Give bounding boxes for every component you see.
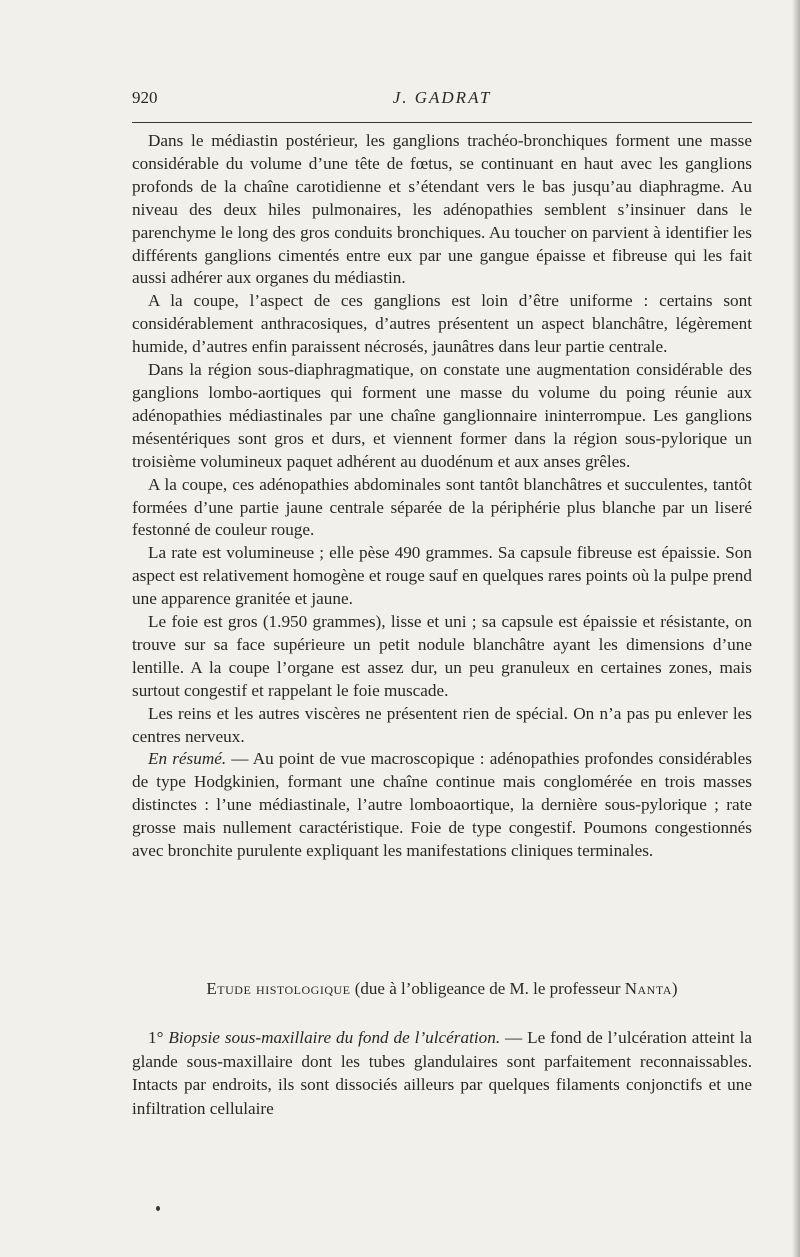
paragraph: A la coupe, ces adénopathies abdominales sont tantôt blanchâtres et succulentes, tantôt formées d’une partie jaune centrale séparée de la périphérie plus blanche par un liseré festonné de couleur rouge. (132, 474, 752, 540)
page-number: 920 (132, 88, 158, 107)
histology-text (132, 1026, 752, 1120)
paragraph: Les reins et les autres viscères ne présentent rien de spécial. On n’a pas pu enlever les centres nerveux. (132, 703, 752, 746)
paragraph: Le foie est gros (1.950 grammes), lisse et uni ; sa capsule est épaissie et résistante, on trouve sur sa face supérieure un petit nodule blanchâtre ayant les dimensions d’une lentille. A la coupe l’organe est assez dur, un peu granuleux en certaines zones, mais surtout congestif et rappelant le foie muscade. (132, 612, 752, 700)
paragraph: Dans le médiastin postérieur, les ganglions trachéo-bronchiques forment une masse considérable du volume d’une tête de fœtus, se continuant en haut avec les ganglions profonds de la chaîne carotidienne et s’étendant vers le bas jusqu’au diaphragme. Au niveau des deux hiles pulmonaires, les adénopathies semblent s’insinuer dans le parenchyme le long des gros conduits bronchiques. Au toucher on parvient à identifier les différents ganglions cimentés entre eux par une gangue épaisse et fibreuse qui les fait aussi adhérer aux organes du médiastin. (132, 131, 752, 288)
main-text (132, 130, 752, 863)
biopsy-paragraph (132, 1026, 752, 1120)
page-edge-shadow (792, 0, 800, 1257)
section-paren-close: ) (671, 979, 678, 998)
summary-paragraph (132, 748, 752, 863)
paragraph: La rate est volumineuse ; elle pèse 490 grammes. Sa capsule fibreuse est épaissie. Son aspect est relativement homogène et rouge sauf en quelques rares points où la pulpe prend une apparence granitée et jaune. (132, 543, 752, 609)
summary-text: — Au point de vue macroscopique : adénopathies profondes considérables de type Hodgkinien, formant une chaîne continue mais conglomérée en trois masses distinctes : l’une médiastinale, l’autre lomboaortique, la dernière sous-pylorique ; rate grosse mais nullement caractéristique. Foie de type congestif. Poumons congestionnés avec bronchite purulente expliquant les manifestations cliniques terminales. (132, 749, 752, 861)
section-professor: Nanta (624, 979, 672, 998)
section-heading (132, 978, 752, 1000)
biopsy-title: Biopsie sous-maxillaire du fond de l’ulcération. (168, 1028, 501, 1047)
paragraph: Dans la région sous-diaphragmatique, on constate une augmentation considérable des ganglions lombo-aortiques qui forment une masse du volume du poing réunie aux adénopathies médiastinales par une chaîne ganglionnaire ininterrompue. Les ganglions mésentériques sont gros et durs, et viennent former dans la région sous-pylorique un troisième volumineux paquet adhérent au duodénum et aux anses grêles. (132, 360, 752, 471)
section-title: Etude histologique (206, 979, 351, 998)
summary-label: En résumé. (148, 749, 227, 769)
biopsy-number: 1° (148, 1028, 164, 1047)
running-title: J. GADRAT (392, 88, 492, 107)
biopsy-text: — Le fond de l’ulcération atteint la glande sous-maxillaire dont les tubes glandulaires sont parfaitement reconnaissables. Intacts par endroits, ils sont dissociés ailleurs par quelques filaments conjonctifs et une infiltration cellulaire (132, 1028, 753, 1118)
running-header (132, 88, 752, 118)
header-rule (132, 122, 752, 123)
ink-speck (156, 1206, 160, 1211)
section-paren-open: (due à l’obligeance de M. le professeur (350, 979, 625, 998)
paragraph: A la coupe, l’aspect de ces ganglions est loin d’être uniforme : certains sont considérablement anthracosiques, d’autres présentent un aspect blanchâtre, légèrement humide, d’autres enfin paraissent nécrosés, jaunâtres dans leur partie centrale. (132, 291, 752, 357)
